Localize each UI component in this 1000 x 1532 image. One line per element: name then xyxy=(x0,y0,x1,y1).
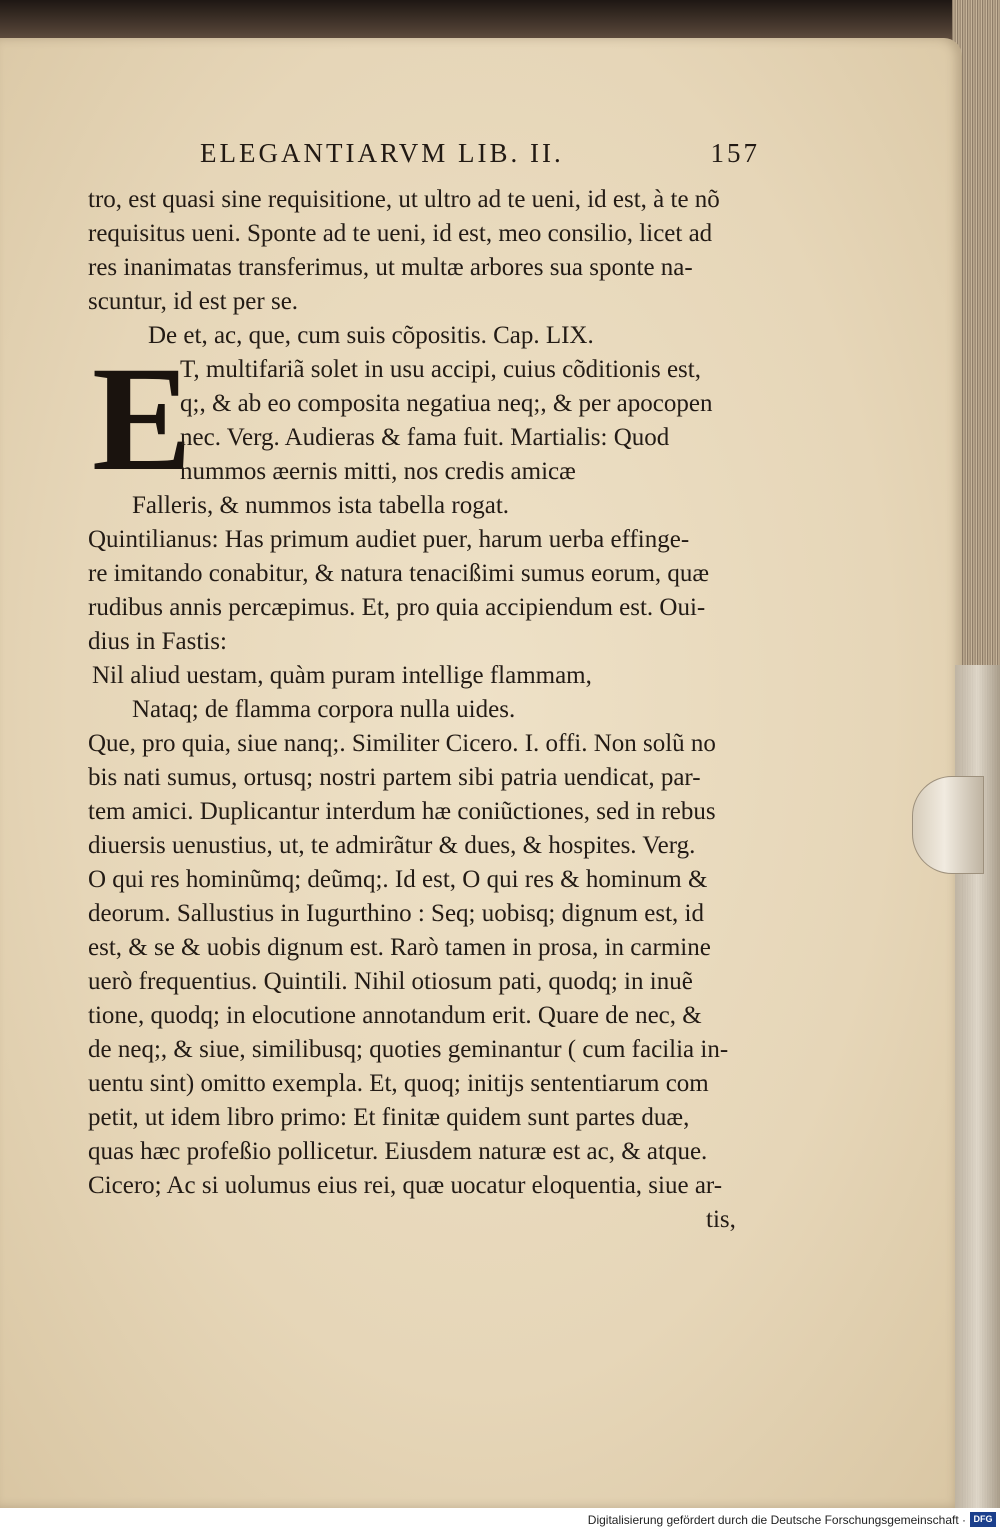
text-line: T, multifariã solet in usu accipi, cuius cõditionis est, xyxy=(180,356,701,383)
verse-line: Nataq; de flamma corpora nulla uides. xyxy=(132,696,516,723)
text-line: tione, quodq; in elocutione annotandum erit. Quare de nec, & xyxy=(88,1002,702,1029)
text-line: O qui res hominũmq; deũmq;. Id est, O qui res & hominum & xyxy=(88,866,708,893)
text-line: requisitus ueni. Sponte ad te ueni, id est, meo consilio, licet ad xyxy=(88,220,713,247)
page-number: 157 xyxy=(710,138,760,168)
dfg-logo-icon: DFG xyxy=(970,1512,996,1527)
funding-credit: Digitalisierung gefördert durch die Deutsche Forschungsgemeinschaft · xyxy=(587,1513,966,1527)
verse-line: Falleris, & nummos ista tabella rogat. xyxy=(132,492,510,519)
chapter-heading: De et, ac, que, cum suis cõpositis. Cap. LIX. xyxy=(148,322,594,349)
text-line: q;, & ab eo composita negatiua neq;, & per apocopen xyxy=(180,390,713,417)
text-line: uentu sint) omitto exempla. Et, quoq; initijs sententiarum com xyxy=(88,1070,709,1097)
text-line: rudibus annis percæpimus. Et, pro quia accipiendum est. Oui- xyxy=(88,594,706,621)
text-line: Que, pro quia, siue nanq;. Similiter Cicero. I. offi. Non solũ no xyxy=(88,730,716,757)
text-line: bis nati sumus, ortusq; nostri partem sibi patria uendicat, par- xyxy=(88,764,701,791)
text-line: Quintilianus: Has primum audiet puer, harum uerba effinge- xyxy=(88,526,690,553)
text-line: Cicero; Ac si uolumus eius rei, quæ uocatur eloquentia, siue ar- xyxy=(88,1172,723,1199)
text-line: nec. Verg. Audieras & fama fuit. Martialis: Quod xyxy=(180,424,670,451)
text-line: quas hæc profeßio pollicetur. Eiusdem naturæ est ac, & atque. xyxy=(88,1138,708,1165)
text-line: scuntur, id est per se. xyxy=(88,288,299,315)
text-line: uerò frequentius. Quintili. Nihil otiosum pati, quodq; in inuẽ xyxy=(88,968,693,995)
running-title: ELEGANTIARVM LIB. II. xyxy=(200,138,564,168)
running-head xyxy=(200,138,760,169)
verse-line: Nil aliud uestam, quàm puram intellige flammam, xyxy=(92,662,592,689)
text-line: est, & se & uobis dignum est. Rarò tamen in prosa, in carmine xyxy=(88,934,711,961)
decorated-initial: E xyxy=(92,336,193,502)
page-clip-tab xyxy=(912,776,984,874)
catchword: tis, xyxy=(706,1206,736,1233)
text-line: deorum. Sallustius in Iugurthino : Seq; uobisq; dignum est, id xyxy=(88,900,704,927)
text-line: petit, ut idem libro primo: Et finitæ quidem sunt partes duæ, xyxy=(88,1104,690,1131)
text-line: de neq;, & siue, similibusq; quoties geminantur ( cum facilia in- xyxy=(88,1036,729,1063)
text-line: re imitando conabitur, & natura tenacißimi sumus eorum, quæ xyxy=(88,560,710,587)
text-line: tem amici. Duplicantur interdum hæ coniũctiones, sed in rebus xyxy=(88,798,716,825)
text-line: dius in Fastis: xyxy=(88,628,227,655)
text-line: tro, est quasi sine requisitione, ut ultro ad te ueni, id est, à te nõ xyxy=(88,186,720,213)
text-line: diuersis uenustius, ut, te admirãtur & dues, & hospites. Verg. xyxy=(88,832,696,859)
footer-bar xyxy=(0,1508,1000,1532)
text-line: res inanimatas transferimus, ut multæ arbores sua sponte na- xyxy=(88,254,693,281)
verse-line: nummos æernis mitti, nos credis amicæ xyxy=(180,458,576,485)
